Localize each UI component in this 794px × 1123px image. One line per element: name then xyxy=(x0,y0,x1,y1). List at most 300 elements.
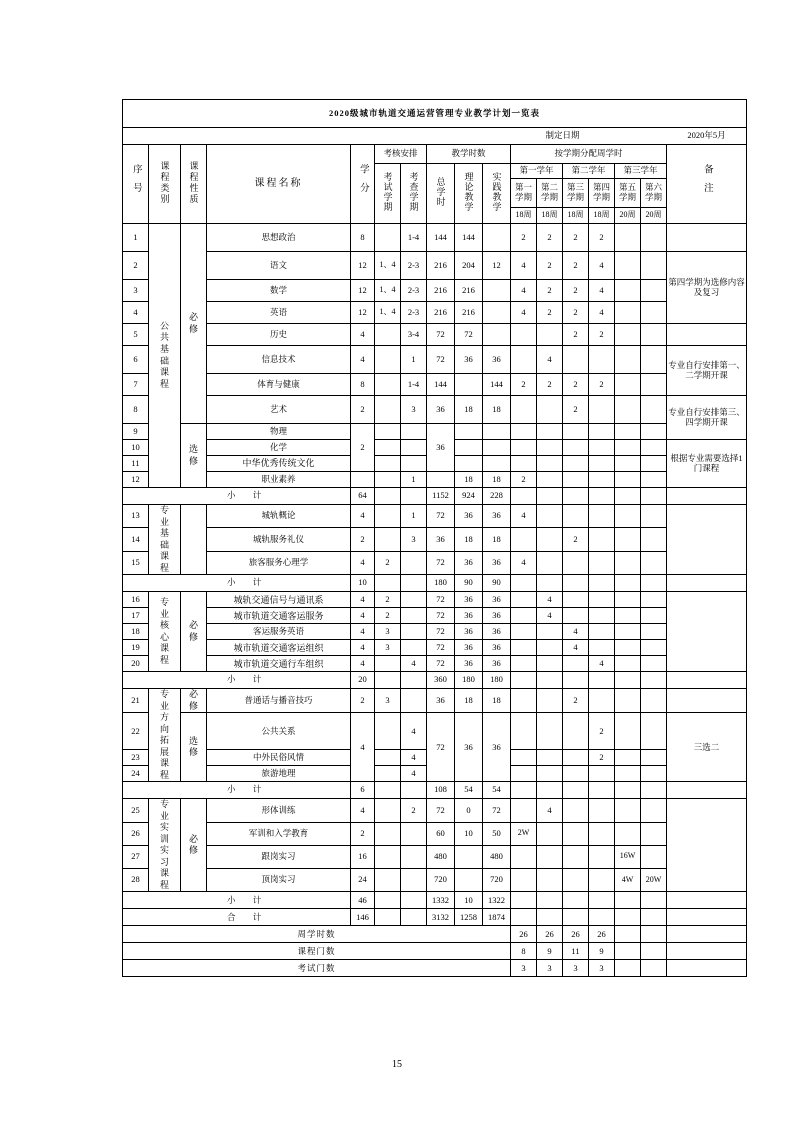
row-seq: 26 xyxy=(123,822,149,845)
row-total-hours: 72 xyxy=(427,592,455,608)
row-check-term: 1-4 xyxy=(401,224,427,252)
row-term-5 xyxy=(615,750,641,766)
row-term-4: 2 xyxy=(589,374,615,396)
row-term-6 xyxy=(641,845,667,868)
row-theory-hours xyxy=(455,845,483,868)
remark-elective: 根据专业需要选择1门课程 xyxy=(667,440,747,488)
row-total-hours: 72 xyxy=(427,624,455,640)
row-seq: 20 xyxy=(123,656,149,672)
row-check-term xyxy=(401,456,427,472)
course-count-term-1: 8 xyxy=(511,943,537,960)
subtotal-label: 小 计 xyxy=(123,575,351,592)
row-check-term xyxy=(401,822,427,845)
weekly-hours-term-3: 26 xyxy=(563,926,589,943)
row-term-4 xyxy=(589,592,615,608)
row-practice-hours xyxy=(483,302,511,324)
row-seq: 15 xyxy=(123,551,149,574)
row-total-hours: 60 xyxy=(427,822,455,845)
table-row xyxy=(123,374,747,396)
row-practice-hours xyxy=(483,324,511,346)
header-check-term: 考查学期 xyxy=(401,164,427,224)
header-exam-term: 考试学期 xyxy=(375,164,401,224)
table-row xyxy=(123,656,747,672)
row-credits: 4 xyxy=(351,608,375,624)
row-term-6 xyxy=(641,456,667,472)
grand-total-label: 合 计 xyxy=(123,909,351,926)
subtotal-row-public-basic xyxy=(123,488,747,505)
table-row xyxy=(123,252,747,280)
row-practice-hours: 36 xyxy=(483,713,511,782)
row-term-2 xyxy=(537,551,563,574)
row-total-hours xyxy=(427,472,455,488)
row-practice-hours xyxy=(483,440,511,456)
row-seq: 5 xyxy=(123,324,149,346)
header-year2: 第二学年 xyxy=(563,164,615,179)
course-count-term-2: 9 xyxy=(537,943,563,960)
row-term-1 xyxy=(511,346,537,374)
row-practice-hours: 36 xyxy=(483,592,511,608)
row-course-name: 职业素养 xyxy=(207,472,351,488)
row-term-6 xyxy=(641,766,667,782)
nature-required-4: 必修 xyxy=(181,799,207,892)
row-term-5 xyxy=(615,456,641,472)
exam-count-row xyxy=(123,960,747,977)
table-row xyxy=(123,324,747,346)
row-term-3 xyxy=(563,346,589,374)
row-exam-term xyxy=(375,324,401,346)
subtotal-credits: 46 xyxy=(351,892,375,909)
row-term-1 xyxy=(511,456,537,472)
row-check-term: 2-3 xyxy=(401,252,427,280)
row-exam-term: 2 xyxy=(375,608,401,624)
course-count-term-4: 9 xyxy=(589,943,615,960)
row-total-hours: 36 xyxy=(427,528,455,551)
row-practice-hours: 18 xyxy=(483,528,511,551)
header-weekly-group: 按学期分配周学时 xyxy=(511,145,667,164)
row-theory-hours xyxy=(455,424,483,440)
row-term-2: 2 xyxy=(537,374,563,396)
row-practice-hours: 36 xyxy=(483,624,511,640)
header-term-4: 第四学期 xyxy=(589,179,615,208)
row-term-5 xyxy=(615,799,641,822)
row-exam-term: 1、4 xyxy=(375,252,401,280)
row-term-1 xyxy=(511,624,537,640)
row-course-name: 城市轨道交通客运组织 xyxy=(207,640,351,656)
row-credits: 4 xyxy=(351,551,375,574)
row-term-4: 2 xyxy=(589,324,615,346)
subtotal-theory: 180 xyxy=(455,672,483,689)
row-course-name: 城市轨道交通客运服务 xyxy=(207,608,351,624)
subtotal-practice: 90 xyxy=(483,575,511,592)
row-check-term xyxy=(401,624,427,640)
row-check-term xyxy=(401,689,427,713)
row-seq: 8 xyxy=(123,396,149,424)
row-term-6 xyxy=(641,822,667,845)
row-check-term: 4 xyxy=(401,656,427,672)
row-exam-term: 1、4 xyxy=(375,302,401,324)
row-seq: 16 xyxy=(123,592,149,608)
row-course-name: 化学 xyxy=(207,440,351,456)
row-seq: 24 xyxy=(123,766,149,782)
row-term-6 xyxy=(641,528,667,551)
row-term-4 xyxy=(589,346,615,374)
row-seq: 17 xyxy=(123,608,149,624)
row-term-1 xyxy=(511,324,537,346)
row-term-6 xyxy=(641,551,667,574)
weekly-hours-term-5 xyxy=(615,926,641,943)
subtotal-row-major-direction xyxy=(123,782,747,799)
row-practice-hours: 36 xyxy=(483,505,511,528)
row-course-name: 军训和入学教育 xyxy=(207,822,351,845)
row-term-3: 2 xyxy=(563,396,589,424)
row-exam-term xyxy=(375,396,401,424)
row-theory-hours: 72 xyxy=(455,324,483,346)
row-term-2 xyxy=(537,396,563,424)
row-term-5 xyxy=(615,374,641,396)
row-check-term: 2-3 xyxy=(401,280,427,302)
row-theory-hours: 36 xyxy=(455,592,483,608)
row-practice-hours: 36 xyxy=(483,656,511,672)
row-term-5 xyxy=(615,689,641,713)
row-term-4 xyxy=(589,766,615,782)
row-seq: 2 xyxy=(123,252,149,280)
exam-count-label: 考试门数 xyxy=(123,960,511,977)
table-row xyxy=(123,224,747,252)
exam-count-term-3: 3 xyxy=(563,960,589,977)
exam-count-term-6 xyxy=(641,960,667,977)
row-term-1 xyxy=(511,713,537,750)
row-term-4 xyxy=(589,845,615,868)
row-theory-hours: 216 xyxy=(455,280,483,302)
row-course-name: 语文 xyxy=(207,252,351,280)
row-credits: 4 xyxy=(351,713,375,782)
nature-elective-2: 选修 xyxy=(181,713,207,782)
row-term-5 xyxy=(615,528,641,551)
row-seq: 1 xyxy=(123,224,149,252)
row-term-2 xyxy=(537,713,563,750)
grand-total-practice: 1874 xyxy=(483,909,511,926)
row-term-5 xyxy=(615,252,641,280)
row-term-1 xyxy=(511,845,537,868)
subtotal-theory: 54 xyxy=(455,782,483,799)
row-course-name: 公共关系 xyxy=(207,713,351,750)
exam-count-term-1: 3 xyxy=(511,960,537,977)
row-term-5 xyxy=(615,656,641,672)
row-credits: 4 xyxy=(351,592,375,608)
grand-total-theory: 1258 xyxy=(455,909,483,926)
row-term-1: 2 xyxy=(511,374,537,396)
header-course-name: 课程名称 xyxy=(207,145,351,224)
row-term-4 xyxy=(589,472,615,488)
table-row xyxy=(123,799,747,822)
table-row xyxy=(123,608,747,624)
table-row xyxy=(123,396,747,424)
row-credits: 2 xyxy=(351,689,375,713)
row-theory-hours: 36 xyxy=(455,713,483,782)
row-course-name: 城轨服务礼仪 xyxy=(207,528,351,551)
row-seq: 22 xyxy=(123,713,149,750)
course-count-term-3: 11 xyxy=(563,943,589,960)
row-total-hours: 72 xyxy=(427,505,455,528)
row-term-6 xyxy=(641,396,667,424)
row-remark xyxy=(667,505,747,575)
row-credits: 2 xyxy=(351,528,375,551)
row-term-1 xyxy=(511,656,537,672)
row-exam-term: 1、4 xyxy=(375,280,401,302)
row-seq: 21 xyxy=(123,689,149,713)
row-check-term: 2 xyxy=(401,799,427,822)
row-term-3: 2 xyxy=(563,252,589,280)
row-term-2: 2 xyxy=(537,252,563,280)
row-term-5 xyxy=(615,624,641,640)
row-term-4 xyxy=(589,869,615,892)
header-practice-hours: 实践教学 xyxy=(483,164,511,224)
row-term-4 xyxy=(589,440,615,456)
row-check-term: 1 xyxy=(401,346,427,374)
row-theory-hours: 36 xyxy=(455,608,483,624)
row-check-term xyxy=(401,440,427,456)
remark-language: 第四学期为选修内容及复习 xyxy=(667,252,747,324)
row-practice-hours: 18 xyxy=(483,396,511,424)
header-row-1 xyxy=(123,145,747,164)
row-total-hours: 144 xyxy=(427,224,455,252)
row-term-5 xyxy=(615,551,641,574)
header-weeks-6: 20周 xyxy=(641,208,667,224)
row-theory-hours: 18 xyxy=(455,472,483,488)
grand-total-row xyxy=(123,909,747,926)
row-check-term: 3 xyxy=(401,528,427,551)
row-term-2 xyxy=(537,456,563,472)
subtotal-credits: 10 xyxy=(351,575,375,592)
row-term-6 xyxy=(641,505,667,528)
row-check-term xyxy=(401,551,427,574)
header-nature: 课程性质 xyxy=(181,145,207,224)
row-term-5: 4W xyxy=(615,869,641,892)
category-major-practice: 专业实训实习课程 xyxy=(149,799,181,892)
row-term-3: 4 xyxy=(563,640,589,656)
row-term-6 xyxy=(641,608,667,624)
row-seq: 14 xyxy=(123,528,149,551)
row-course-name: 客运服务英语 xyxy=(207,624,351,640)
row-course-name: 城轨交通信号与通讯系 xyxy=(207,592,351,608)
row-term-2 xyxy=(537,845,563,868)
row-seq: 27 xyxy=(123,845,149,868)
date-value: 2020年5月 xyxy=(687,130,726,141)
row-term-5 xyxy=(615,324,641,346)
subtotal-practice: 54 xyxy=(483,782,511,799)
row-term-2 xyxy=(537,640,563,656)
row-term-6 xyxy=(641,252,667,280)
row-course-name: 艺术 xyxy=(207,396,351,424)
subtotal-practice: 1322 xyxy=(483,892,511,909)
row-check-term: 4 xyxy=(401,713,427,750)
row-term-1: 2W xyxy=(511,822,537,845)
grand-total-credits: 146 xyxy=(351,909,375,926)
row-course-name: 历史 xyxy=(207,324,351,346)
date-label: 制定日期 xyxy=(545,130,580,141)
row-check-term: 3-4 xyxy=(401,324,427,346)
row-term-4: 2 xyxy=(589,713,615,750)
row-theory-hours: 204 xyxy=(455,252,483,280)
row-credits: 8 xyxy=(351,224,375,252)
row-term-6 xyxy=(641,799,667,822)
row-term-2: 2 xyxy=(537,302,563,324)
row-term-3 xyxy=(563,456,589,472)
page-number: 15 xyxy=(392,1059,402,1070)
row-term-3: 2 xyxy=(563,280,589,302)
row-term-2 xyxy=(537,822,563,845)
subtotal-row-major-practice xyxy=(123,892,747,909)
row-seq: 6 xyxy=(123,346,149,374)
row-term-6 xyxy=(641,624,667,640)
row-credits: 2 xyxy=(351,822,375,845)
nature-blank-1 xyxy=(181,505,207,575)
row-term-3: 2 xyxy=(563,689,589,713)
row-credits: 12 xyxy=(351,252,375,280)
row-term-2 xyxy=(537,424,563,440)
weekly-hours-term-4: 26 xyxy=(589,926,615,943)
row-term-2 xyxy=(537,440,563,456)
row-exam-term xyxy=(375,456,401,472)
table-row xyxy=(123,822,747,845)
row-term-3 xyxy=(563,551,589,574)
row-exam-term: 2 xyxy=(375,551,401,574)
row-term-5 xyxy=(615,280,641,302)
row-total-hours: 144 xyxy=(427,374,455,396)
row-term-2: 4 xyxy=(537,799,563,822)
row-exam-term: 3 xyxy=(375,624,401,640)
subtotal-row-major-core xyxy=(123,672,747,689)
table-row xyxy=(123,592,747,608)
subtotal-label: 小 计 xyxy=(123,488,351,505)
row-check-term xyxy=(401,592,427,608)
row-practice-hours: 36 xyxy=(483,346,511,374)
row-check-term: 2-3 xyxy=(401,302,427,324)
weekly-hours-term-2: 26 xyxy=(537,926,563,943)
row-exam-term: 3 xyxy=(375,689,401,713)
row-term-5 xyxy=(615,713,641,750)
subtotal-theory: 924 xyxy=(455,488,483,505)
row-term-5 xyxy=(615,822,641,845)
row-term-5 xyxy=(615,440,641,456)
row-term-5 xyxy=(615,608,641,624)
row-course-name: 旅客服务心理学 xyxy=(207,551,351,574)
row-check-term xyxy=(401,424,427,440)
header-weeks-2: 18周 xyxy=(537,208,563,224)
row-exam-term xyxy=(375,869,401,892)
row-term-3 xyxy=(563,608,589,624)
header-term-6: 第六学期 xyxy=(641,179,667,208)
row-exam-term: 3 xyxy=(375,640,401,656)
title-row xyxy=(123,100,747,128)
row-term-3: 2 xyxy=(563,528,589,551)
row-term-4 xyxy=(589,689,615,713)
row-term-2 xyxy=(537,750,563,766)
row-term-2 xyxy=(537,528,563,551)
row-term-4 xyxy=(589,608,615,624)
course-count-term-6 xyxy=(641,943,667,960)
row-term-1: 2 xyxy=(511,472,537,488)
table-row xyxy=(123,280,747,302)
row-term-1: 4 xyxy=(511,280,537,302)
row-term-3: 2 xyxy=(563,324,589,346)
nature-required-1: 必修 xyxy=(181,224,207,424)
row-check-term xyxy=(401,640,427,656)
row-exam-term xyxy=(375,656,401,672)
row-theory-hours: 36 xyxy=(455,551,483,574)
header-weeks-3: 18周 xyxy=(563,208,589,224)
row-theory-hours: 36 xyxy=(455,640,483,656)
table-row xyxy=(123,505,747,528)
row-check-term: 3 xyxy=(401,396,427,424)
weekly-hours-term-6 xyxy=(641,926,667,943)
row-practice-hours xyxy=(483,224,511,252)
row-term-3 xyxy=(563,656,589,672)
nature-elective-1: 选修 xyxy=(181,424,207,488)
header-weeks-5: 20周 xyxy=(615,208,641,224)
header-credits: 学分 xyxy=(351,145,375,224)
row-seq: 10 xyxy=(123,440,149,456)
row-term-6 xyxy=(641,640,667,656)
row-term-4: 2 xyxy=(589,224,615,252)
row-practice-hours: 18 xyxy=(483,472,511,488)
row-term-5: 16W xyxy=(615,845,641,868)
row-credits: 24 xyxy=(351,869,375,892)
remark-it: 专业自行安排第一、二学期开课 xyxy=(667,346,747,396)
table-row xyxy=(123,845,747,868)
row-term-4: 4 xyxy=(589,280,615,302)
header-weeks-4: 18周 xyxy=(589,208,615,224)
row-theory-hours: 36 xyxy=(455,624,483,640)
row-exam-term xyxy=(375,472,401,488)
row-seq: 28 xyxy=(123,869,149,892)
row-term-3 xyxy=(563,472,589,488)
row-term-4 xyxy=(589,624,615,640)
row-total-hours: 36 xyxy=(427,396,455,424)
row-term-1 xyxy=(511,750,537,766)
row-term-1: 4 xyxy=(511,302,537,324)
course-count-row xyxy=(123,943,747,960)
header-term-1: 第一学期 xyxy=(511,179,537,208)
row-credits: 4 xyxy=(351,656,375,672)
row-term-2 xyxy=(537,689,563,713)
row-exam-term xyxy=(375,440,401,456)
subtotal-credits: 64 xyxy=(351,488,375,505)
table-row xyxy=(123,869,747,892)
weekly-hours-term-1: 26 xyxy=(511,926,537,943)
row-practice-hours xyxy=(483,280,511,302)
row-term-3 xyxy=(563,505,589,528)
row-remark xyxy=(667,799,747,892)
weekly-hours-row xyxy=(123,926,747,943)
row-remark xyxy=(667,689,747,713)
table-row xyxy=(123,346,747,374)
course-count-term-5 xyxy=(615,943,641,960)
row-term-4 xyxy=(589,822,615,845)
row-term-1: 2 xyxy=(511,224,537,252)
row-practice-hours: 72 xyxy=(483,799,511,822)
row-seq: 9 xyxy=(123,424,149,440)
row-seq: 4 xyxy=(123,302,149,324)
table-row xyxy=(123,302,747,324)
row-credits: 4 xyxy=(351,505,375,528)
row-remark xyxy=(667,324,747,346)
row-term-3: 2 xyxy=(563,302,589,324)
row-exam-term xyxy=(375,505,401,528)
row-term-5 xyxy=(615,766,641,782)
exam-count-term-2: 3 xyxy=(537,960,563,977)
row-credits: 4 xyxy=(351,324,375,346)
